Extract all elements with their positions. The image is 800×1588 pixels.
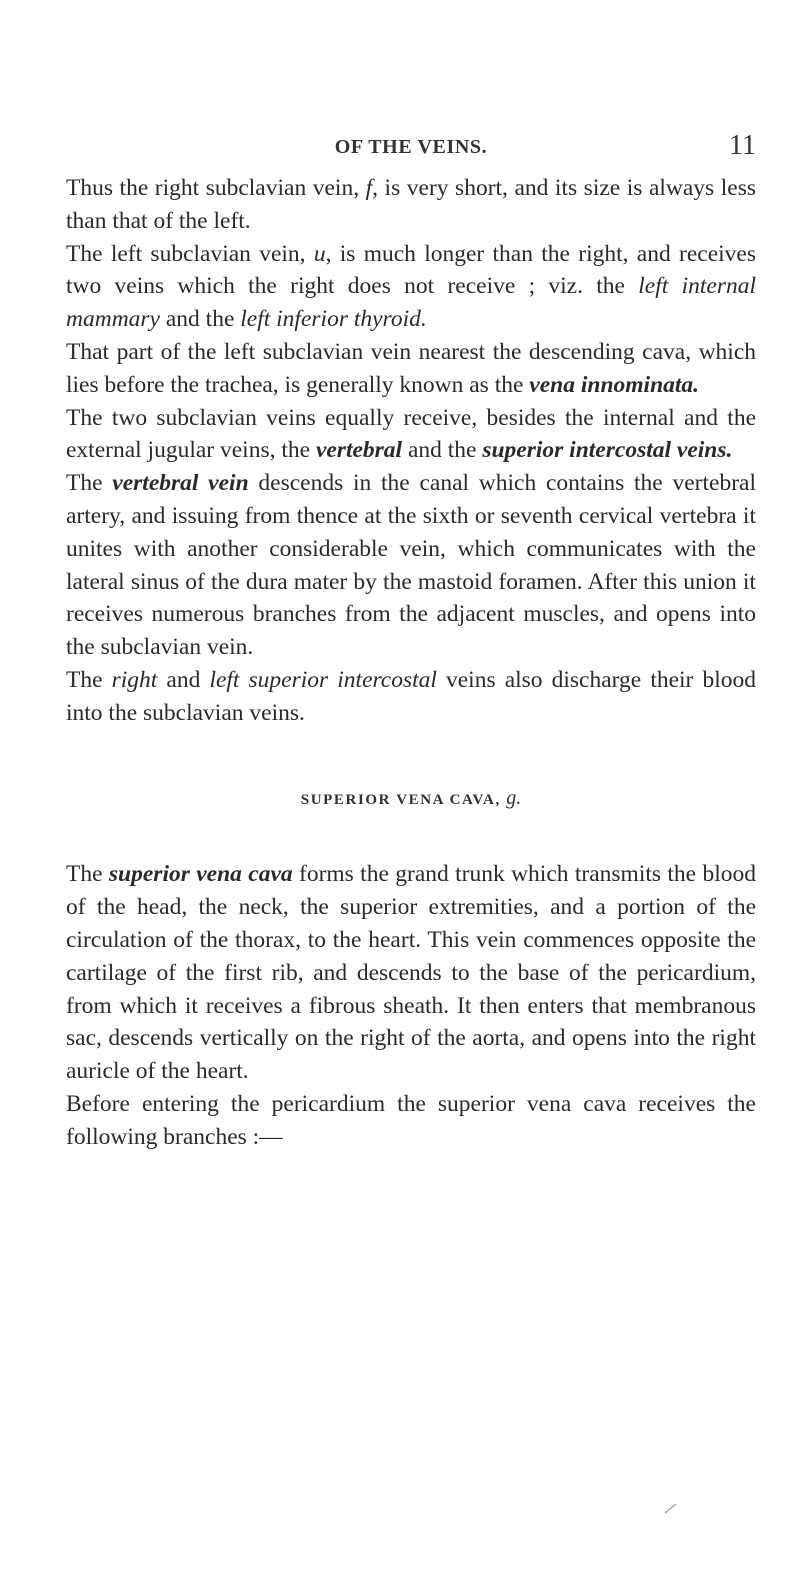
running-title: OF THE VEINS. bbox=[334, 136, 488, 158]
paragraph: Thus the right subclavian vein, f, is very short, and its size is always less than that of the left. bbox=[66, 175, 756, 234]
ink-speck bbox=[664, 1502, 678, 1514]
paragraph: The superior vena cava forms the grand trunk which transmits the blood of the head, the neck, the superior extremities, and a portion of the circulation of the thorax, to the heart. This vein commences opposite the cartilage of the first rib, and descends to the base of the pericardium, from which it receives a fibrous sheath. It then enters that membranous sac, descends vertically on the right of the aorta, and opens into the right auricle of the heart. bbox=[66, 861, 756, 1085]
paragraph: Before entering the pericardium the superior vena cava receives the following branches :— bbox=[66, 1090, 756, 1150]
page-header bbox=[66, 130, 756, 170]
page-number: 11 bbox=[729, 130, 756, 161]
paragraph: The right and left superior intercostal veins also discharge their blood into the subclavian veins. bbox=[66, 666, 756, 726]
section-heading: SUPERIOR VENA CAVA, g. bbox=[300, 786, 522, 809]
body-text bbox=[66, 172, 756, 1154]
paragraph: The vertebral vein descends in the canal which contains the vertebral artery, and issuing from thence at the sixth or seventh cervical vertebra it unites with another considerable vein, which communicates with the lateral sinus of the dura mater by the mastoid foramen. After this union it receives numerous branches from the adjacent muscles, and opens into the subclavian vein. bbox=[66, 470, 756, 661]
paragraph: That part of the left subclavian vein nearest the descending cava, which lies before the trachea, is generally known as the vena innominata. bbox=[66, 338, 756, 398]
paragraph: The two subclavian veins equally receive, besides the internal and the external jugular veins, the vertebral and the superior intercostal veins. bbox=[66, 404, 756, 464]
paragraph: The left subclavian vein, u, is much longer than the right, and receives two veins which the right does not receive ; viz. the left internal mammary and the left inferior thyroid. bbox=[66, 240, 756, 333]
